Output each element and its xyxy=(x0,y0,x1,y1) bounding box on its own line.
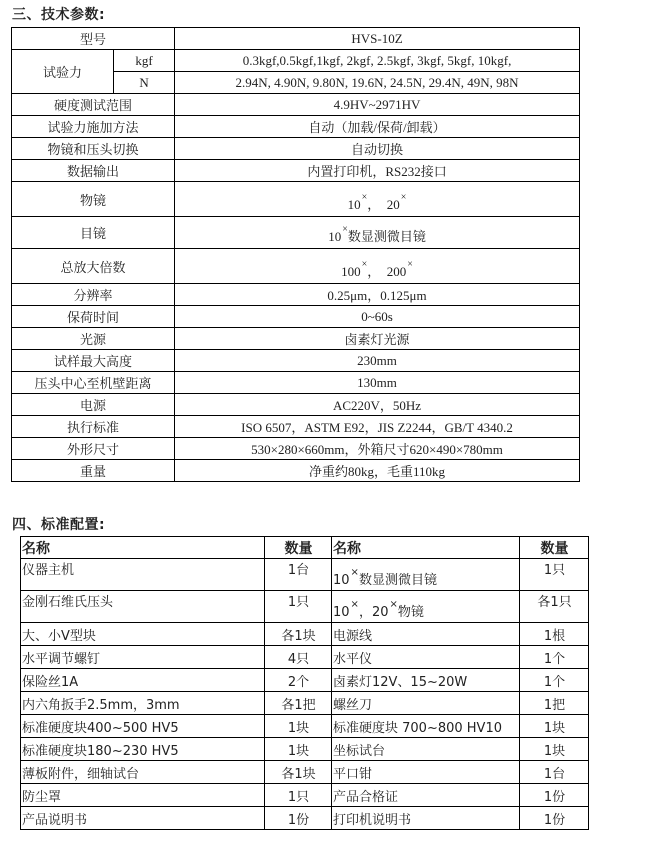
spec-value: 内置打印机，RS232接口 xyxy=(175,160,580,182)
config-row xyxy=(21,559,589,591)
item-name: 打印机说明书 xyxy=(332,807,520,830)
config-header-row xyxy=(21,537,589,559)
section-4-heading: 四、标准配置: xyxy=(12,517,106,533)
item-qty: 1台 xyxy=(520,761,589,784)
item-qty: 1块 xyxy=(520,738,589,761)
item-qty: 1块 xyxy=(265,715,332,738)
times-symbol: × xyxy=(361,192,368,203)
spec-value-eyepiece xyxy=(175,217,580,249)
force-value-kgf: 0.3kgf,0.5kgf,1kgf, 2kgf, 2.5kgf, 3kgf, 5kgf, 10kgf, xyxy=(175,50,580,72)
eyepiece-text: 数显测微目镜 xyxy=(358,573,437,588)
times-symbol: × xyxy=(350,599,359,610)
item-qty: 1份 xyxy=(520,807,589,830)
spec-value: 230mm xyxy=(175,350,580,372)
force-value-n: 2.94N, 4.90N, 9.80N, 19.6N, 24.5N, 29.4N, 49N, 98N xyxy=(175,72,580,94)
spec-value: 自动（加载/保荷/卸载） xyxy=(175,116,580,138)
spec-row xyxy=(12,306,580,328)
item-name: 内六角扳手2.5mm，3mm xyxy=(21,692,265,715)
item-name: 金刚石维氏压头 xyxy=(21,591,265,623)
section-3-heading: 三、技术参数: xyxy=(12,7,106,23)
item-qty: 各1块 xyxy=(265,623,332,646)
item-name-objective xyxy=(332,591,520,623)
item-qty: 各1块 xyxy=(265,761,332,784)
eyepiece-value: 10 xyxy=(328,229,342,244)
objective-value-1: 10 xyxy=(333,605,350,620)
spec-row xyxy=(12,94,580,116)
config-row xyxy=(21,715,589,738)
item-qty: 1份 xyxy=(265,807,332,830)
spec-label: 试样最大高度 xyxy=(12,350,175,372)
spec-label: 物镜和压头切换 xyxy=(12,138,175,160)
item-qty: 1把 xyxy=(520,692,589,715)
header-qty: 数量 xyxy=(520,537,589,559)
item-qty: 1只 xyxy=(520,559,589,591)
spec-label: 目镜 xyxy=(12,217,175,249)
item-name: 大、小V型块 xyxy=(21,623,265,646)
spec-label: 重量 xyxy=(12,460,175,482)
header-name: 名称 xyxy=(332,537,520,559)
item-qty: 1只 xyxy=(265,591,332,623)
spec-label: 电源 xyxy=(12,394,175,416)
item-name: 卤素灯12V、15~20W xyxy=(332,669,520,692)
spec-value: 自动切换 xyxy=(175,138,580,160)
spec-row xyxy=(12,284,580,306)
spec-label: 物镜 xyxy=(12,182,175,217)
force-unit-kgf: kgf xyxy=(114,50,175,72)
spec-label: 光源 xyxy=(12,328,175,350)
eyepiece-value: 10 xyxy=(333,573,350,588)
spec-row xyxy=(12,372,580,394)
spec-row-magnification xyxy=(12,249,580,284)
objective-value-1: 10 xyxy=(347,197,361,212)
item-qty: 1个 xyxy=(520,669,589,692)
item-qty: 各1只 xyxy=(520,591,589,623)
spec-value: AC220V，50Hz xyxy=(175,394,580,416)
spec-value: 0.25μm，0.125μm xyxy=(175,284,580,306)
item-name: 水平调节螺钉 xyxy=(21,646,265,669)
spec-row xyxy=(12,438,580,460)
item-qty: 1台 xyxy=(265,559,332,591)
times-symbol: × xyxy=(389,599,398,610)
item-qty: 4只 xyxy=(265,646,332,669)
item-qty: 2个 xyxy=(265,669,332,692)
item-qty: 1块 xyxy=(265,738,332,761)
item-name: 标准硬度块180~230 HV5 xyxy=(21,738,265,761)
header-qty: 数量 xyxy=(265,537,332,559)
spec-label: 分辨率 xyxy=(12,284,175,306)
spec-value-objective xyxy=(175,182,580,217)
item-name: 防尘罩 xyxy=(21,784,265,807)
spec-row-model xyxy=(12,28,580,50)
config-row xyxy=(21,692,589,715)
spec-row xyxy=(12,138,580,160)
spec-label: 试验力施加方法 xyxy=(12,116,175,138)
item-name-eyepiece xyxy=(332,559,520,591)
spec-value: 4.9HV~2971HV xyxy=(175,94,580,116)
spec-value: 130mm xyxy=(175,372,580,394)
spec-label: 压头中心至机壁距离 xyxy=(12,372,175,394)
times-symbol: × xyxy=(400,192,407,203)
objective-value-2: 20 xyxy=(386,197,400,212)
spec-label: 型号 xyxy=(12,28,175,50)
spec-value: HVS-10Z xyxy=(175,28,580,50)
item-qty: 1个 xyxy=(520,646,589,669)
separator: ， xyxy=(358,605,372,620)
item-name: 保险丝1A xyxy=(21,669,265,692)
times-symbol: × xyxy=(407,259,413,270)
config-table xyxy=(20,536,589,830)
spec-value: 0~60s xyxy=(175,306,580,328)
separator: ， xyxy=(367,197,381,212)
item-name: 产品合格证 xyxy=(332,784,520,807)
spec-label-force: 试验力 xyxy=(12,50,114,94)
item-name: 螺丝刀 xyxy=(332,692,520,715)
spec-row xyxy=(12,416,580,438)
eyepiece-text: 数显测微目镜 xyxy=(347,229,426,244)
spec-row xyxy=(12,350,580,372)
spec-value: 530×280×660mm，外箱尺寸620×490×780mm xyxy=(175,438,580,460)
spec-value: 卤素灯光源 xyxy=(175,328,580,350)
config-row xyxy=(21,646,589,669)
item-name: 仪器主机 xyxy=(21,559,265,591)
times-symbol: × xyxy=(342,224,348,235)
item-name: 水平仪 xyxy=(332,646,520,669)
spec-row xyxy=(12,160,580,182)
spec-row xyxy=(12,394,580,416)
spec-row-force-kgf xyxy=(12,50,580,72)
item-qty: 1根 xyxy=(520,623,589,646)
config-row xyxy=(21,784,589,807)
spec-row-eyepiece xyxy=(12,217,580,249)
specs-table xyxy=(11,27,580,482)
times-symbol: × xyxy=(350,567,359,578)
spec-label: 执行标准 xyxy=(12,416,175,438)
spec-row xyxy=(12,460,580,482)
separator: ， xyxy=(367,264,381,279)
config-row xyxy=(21,761,589,784)
item-qty: 各1把 xyxy=(265,692,332,715)
magnification-value-2: 200 xyxy=(386,264,407,279)
item-qty: 1块 xyxy=(520,715,589,738)
item-name: 标准硬度块 700~800 HV10 xyxy=(332,715,520,738)
config-row xyxy=(21,738,589,761)
config-row xyxy=(21,623,589,646)
item-name: 产品说明书 xyxy=(21,807,265,830)
times-symbol: × xyxy=(361,259,368,270)
config-row xyxy=(21,591,589,623)
config-row xyxy=(21,669,589,692)
force-unit-n: N xyxy=(114,72,175,94)
item-name: 电源线 xyxy=(332,623,520,646)
objective-text: 物镜 xyxy=(397,605,424,620)
spec-row xyxy=(12,116,580,138)
spec-row xyxy=(12,328,580,350)
spec-value: 净重约80kg，毛重110kg xyxy=(175,460,580,482)
spec-label: 外形尺寸 xyxy=(12,438,175,460)
config-row xyxy=(21,807,589,830)
header-name: 名称 xyxy=(21,537,265,559)
item-name: 平口钳 xyxy=(332,761,520,784)
spec-label: 总放大倍数 xyxy=(12,249,175,284)
item-name: 薄板附件，细轴试台 xyxy=(21,761,265,784)
spec-label: 保荷时间 xyxy=(12,306,175,328)
item-qty: 1只 xyxy=(265,784,332,807)
item-qty: 1份 xyxy=(520,784,589,807)
spec-value: ISO 6507，ASTM E92，JIS Z2244，GB/T 4340.2 xyxy=(175,416,580,438)
spec-label: 数据输出 xyxy=(12,160,175,182)
spec-row-objective xyxy=(12,182,580,217)
objective-value-2: 20 xyxy=(371,605,389,620)
item-name: 坐标试台 xyxy=(332,738,520,761)
magnification-value-1: 100 xyxy=(341,264,361,279)
spec-value-magnification xyxy=(175,249,580,284)
item-name: 标准硬度块400~500 HV5 xyxy=(21,715,265,738)
spec-label: 硬度测试范围 xyxy=(12,94,175,116)
